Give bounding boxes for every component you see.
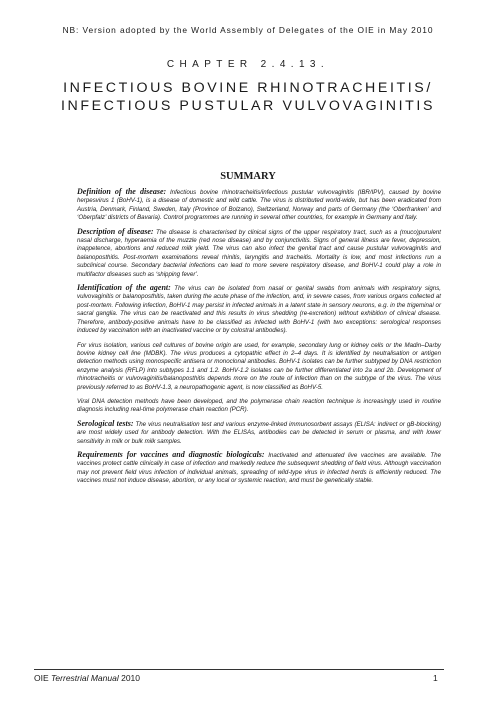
paragraph-text: The virus can be isolated from nasal or genital swabs from animals with respiratory signs, vulvovaginitis or balanoposthitis, taken during the acute phase of the infection, and, in severe cases, from various organs collected at post-mortem. Following infection, BoHV-1 may persist in infected animals in a latent state in sensory neurons, e.g. in the trigeminal or sacral ganglia. The virus can be reactivated and this results in virus shedding (re-excretion) without exhibition of clinical disease. Therefore, antibody-positive animals have to be classified as infected with BoHV-1 (with two exceptions: serological responses induced by vaccination with an inactivated vaccine or by colostral antibodies).	[77, 285, 441, 335]
summary-heading: SUMMARY	[220, 171, 276, 182]
paragraph-label: Definition of the disease:	[77, 187, 167, 196]
paragraph-text: The disease is characterised by clinical signs of the upper respiratory tract, such as a (muco)purulent nasal discharge, hyperaemia of the muzzle (red nose disease) and by conjunctivitis. Signs of general illness are fever, depression, inappetence, abortions and reduced milk yield. The virus can also infect the genital tract and cause pustular vulvovaginitis and balanoposthitis. Post-mortem examinations reveal rhinitis, laryngitis and tracheitis. Mortality is low, and most infections run a subclinical course. Secondary bacterial infections can lead to more severe respiratory disease, and BoHV-1 could play a role in multifactor diseases such as ‘shipping fever’.	[77, 228, 441, 278]
paragraph-text: The virus neutralisation test and various enzyme-linked immunosorbent assays (ELISA: indirect or gB-blocking) are most widely used for antibody detection. With the ELISAs, antibodies can be detected in serum or plasma, and with lower sensitivity in milk or bulk milk samples.	[77, 420, 442, 445]
summary-paragraph	[77, 397, 441, 415]
chapter-title-line-2: INFECTIOUS PUSTULAR VULVOVAGINITIS	[60, 97, 436, 114]
chapter-title	[0, 80, 496, 115]
paragraph-text: Inactivated and attenuated live vaccines are available. The vaccines protect cattle clinically in case of infection and markedly reduce the subsequent shedding of field virus. Although vaccination may not prevent field virus infection of individual animals, spreading of wild-type virus in infected herds is efficiently reduced. The vaccines must not induce disease, abortion, or any local or systemic reaction, and must be genetically stable.	[77, 451, 442, 485]
paragraph-text: Infectious bovine rhinotracheitis/infectious pustular vulvovaginitis (IBR/IPV), caused by bovine herpesvirus 1 (BoHV-1), is a disease of domestic and wild cattle. The virus is distributed world-wide, but has been eradicated from Austria, Denmark, Finland, Sweden, Italy (Province of Bolzano), Switzerland, Norway and parts of Germany (the ‘Oberfranken’ and ‘Oberpfalz’ districts of Bavaria). Control programmes are running in several other countries, for example in Germany and Italy.	[77, 189, 441, 222]
summary-paragraph	[77, 228, 441, 279]
page-number: 1	[433, 673, 438, 683]
summary-body	[77, 188, 441, 491]
summary-paragraph	[77, 451, 441, 486]
paragraph-text: For virus isolation, various cell cultures of bovine origin are used, for example, secondary lung or kidney cells or the Madin–Darby bovine kidney cell line (MDBK). The virus produces a cytopathic effect in 2–4 days. It is identified by neutralisation or antigen detection methods using monospecific antisera or monoclonal antibodies. BoHV-1 isolates can be further subtyped by DNA restriction enzyme analysis (RFLP) into subtypes 1.1 and 1.2. BoHV-1.2 isolates can be further differentiated into 2a and 2b. Development of rhinotracheitis or vulvovaginitis/balanoposthitis depends more on the route of infection than on the subtype of the virus. The virus previously referred to as BoHV-1.3, a neuropathogenic agent, is now classified as BoHV-5.	[77, 341, 441, 391]
chapter-title-line-1: INFECTIOUS BOVINE RHINOTRACHEITIS/	[63, 80, 433, 96]
summary-paragraph	[77, 188, 441, 223]
publication-title: Terrestrial Manual	[51, 673, 119, 683]
adoption-note: NB: Version adopted by the World Assembly of Delegates of the OIE in May 2010	[62, 25, 434, 35]
publication-prefix: OIE	[34, 673, 52, 683]
summary-paragraph	[77, 284, 441, 335]
paragraph-label: Requirements for vaccines and diagnostic biologicals:	[77, 449, 265, 459]
footer-divider	[34, 669, 444, 670]
footer-publication	[34, 673, 140, 683]
paragraph-label: Serological tests:	[77, 418, 134, 428]
summary-paragraph	[77, 420, 441, 446]
chapter-number: CHAPTER 2.4.13.	[166, 59, 330, 70]
paragraph-label: Identification of the agent:	[77, 283, 171, 293]
publication-year: 2010	[118, 673, 141, 683]
paragraph-label: Description of disease:	[77, 226, 154, 236]
summary-paragraph	[77, 341, 441, 392]
paragraph-text: Viral DNA detection methods have been developed, and the polymerase chain reaction technique is increasingly used in routine diagnosis including real-time polymerase chain reaction (PCR).	[77, 397, 441, 414]
